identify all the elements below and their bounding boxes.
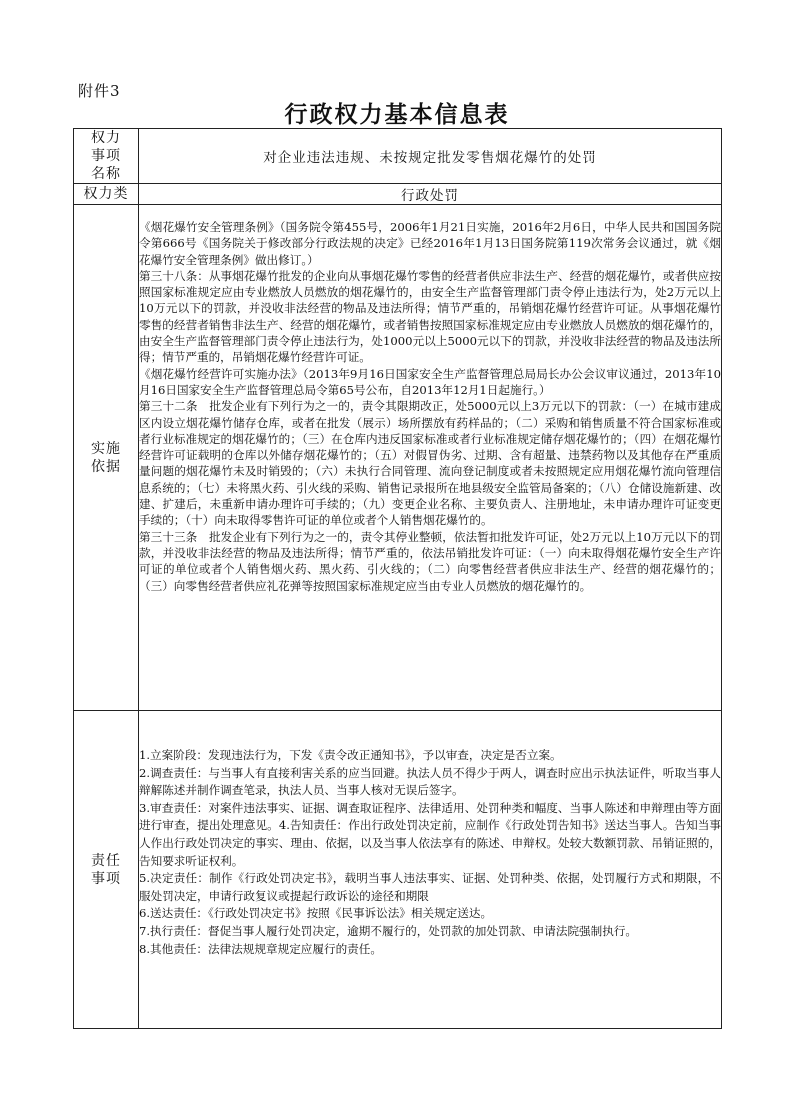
responsibility-item: 6.送达责任：《行政处罚决定书》按照《民事诉讼法》相关规定送达。 — [139, 906, 493, 921]
table-row-power-name — [74, 129, 722, 184]
responsibility-item: 7.执行责任：督促当事人履行处罚决定，逾期不履行的，处罚款的加处罚款、申请法院强制执行。 — [139, 923, 638, 938]
basis-paragraph: 第三十二条 批发企业有下列行为之一的，责令其限期改正，处5000元以上3万元以下的罚款：（一）在城市建成区内设立烟花爆竹储存仓库，或者在批发（展示）场所摆放有药样品的；（二）采购和销售质量不符合国家标准或者行业标准规定的烟花爆竹的；（三）在仓库内违反国家标准或者行业标准规定储存烟花爆竹的；（四）在烟花爆竹经营许可证载明的仓库以外储存烟花爆竹的；（五）对假冒伪劣、过期、含有超量、违禁药物以及其他存在严重质量问题的烟花爆竹未及时销毁的；（六）未执行合同管理、流向登记制度或者未按照规定应用烟花爆竹流向管理信息系统的；（七）未将黑火药、引火线的采购、销售记录报所在地县级安全监管局备案的；（八）仓储设施新建、改建、扩建后，未重新申请办理许可手续的；（九）变更企业名称、主要负责人、注册地址，未申请办理许可证变更手续的；（十）向未取得零售许可证的单位或者个人销售烟花爆竹的。 — [139, 399, 721, 528]
info-table — [73, 128, 722, 1029]
responsibility-item: 5.决定责任：制作《行政处罚决定书》，载明当事人违法事实、证据、处罚种类、依据，处罚履行方式和期限，不服处罚决定，申请行政复议或提起行政诉讼的途径和期限 — [139, 871, 721, 903]
document-title: 行政权力基本信息表 — [284, 101, 510, 128]
table-row-responsibility — [74, 711, 722, 1029]
table-row-basis — [74, 205, 722, 711]
basis-content — [139, 205, 722, 711]
basis-paragraph: 《烟花爆竹安全管理条例》（国务院令第455号，2006年1月21日实施，2016年2月6日，中华人民共和国国务院令第666号《国务院关于修改部分行政法规的决定》已经2016年1月13日国务院第119次常务会议通过，就《烟花爆竹安全管理条例》做出修订。） — [139, 220, 721, 267]
basis-label: 实施依据 — [91, 440, 121, 475]
responsibility-label: 责任事项 — [91, 852, 121, 887]
power-type-label: 权力类 — [83, 186, 129, 202]
responsibility-item: 3.审查责任：对案件违法事实、证据、调查取证程序、法律适用、处罚种类和幅度、当事人陈述和申辩理由等方面进行审查，提出处理意见。4.告知责任：作出行政处罚决定前，应制作《行政处罚告知书》送达当事人。告知当事人作出行政处罚决定的事实、理由、依据，以及当事人依法享有的陈述、申辩权。处较大数额罚款、吊销证照的，告知要求听证权利。 — [139, 800, 721, 868]
table-row-power-type — [74, 184, 722, 205]
responsibility-item: 1.立案阶段：发现违法行为，下发《责令改正通知书》，予以审查，决定是否立案。 — [139, 748, 562, 762]
attachment-number: 附件3 — [78, 82, 121, 100]
basis-label-cell — [74, 205, 139, 711]
basis-paragraph: 第三十八条：从事烟花爆竹批发的企业向从事烟花爆竹零售的经营者供应非法生产、经营的烟花爆竹，或者供应按照国家标准规定应由专业燃放人员燃放的烟花爆竹的，由安全生产监督管理部门责令停止违法行为，处2万元以上10万元以下的罚款，并没收非法经营的物品及违法所得；情节严重的，吊销烟花爆竹经营许可证。从事烟花爆竹零售的经营者销售非法生产、经营的烟花爆竹，或者销售按照国家标准规定应由专业燃放人员燃放的烟花爆竹的，由安全生产监督管理部门责令停止违法行为，处1000元以上5000元以下的罚款，并没收非法经营的物品及违法所得；情节严重的，吊销烟花爆竹经营许可证。 — [139, 268, 721, 365]
responsibility-item: 8.其他责任：法律法规规章规定应履行的责任。 — [139, 941, 382, 956]
power-name-label: 权力事项名称 — [91, 130, 121, 182]
responsibility-content — [139, 711, 722, 1029]
power-type-label-cell — [74, 184, 139, 205]
power-name-value: 对企业违法违规、未按规定批发零售烟花爆竹的处罚 — [139, 129, 722, 184]
basis-paragraph: 第三十三条 批发企业有下列行为之一的，责令其停业整顿，依法暂扣批发许可证，处2万元以上10万元以下的罚款，并没收非法经营的物品及违法所得；情节严重的，依法吊销批发许可证：（一）向未取得烟花爆竹安全生产许可证的单位或者个人销售烟火药、黑火药、引火线的；（二）向零售经营者供应非法生产、经营的烟花爆竹的；（三）向零售经营者供应礼花弹等按照国家标准规定应当由专业人员燃放的烟花爆竹的。 — [139, 529, 721, 593]
responsibility-item: 2.调查责任：与当事人有直接利害关系的应当回避。执法人员不得少于两人，调查时应出示执法证件，听取当事人辩解陈述并制作调查笔录，执法人员、当事人核对无误后签字。 — [139, 765, 721, 798]
basis-paragraph: 《烟花爆竹经营许可实施办法》（2013年9月16日国家安全生产监督管理总局局长办公会议审议通过，2013年10月16日国家安全生产监督管理总局令第65号公布，自2013年12月1日起施行。） — [139, 366, 721, 397]
power-name-label-cell — [74, 129, 139, 184]
power-type-value: 行政处罚 — [139, 184, 722, 205]
responsibility-label-cell — [74, 711, 139, 1029]
